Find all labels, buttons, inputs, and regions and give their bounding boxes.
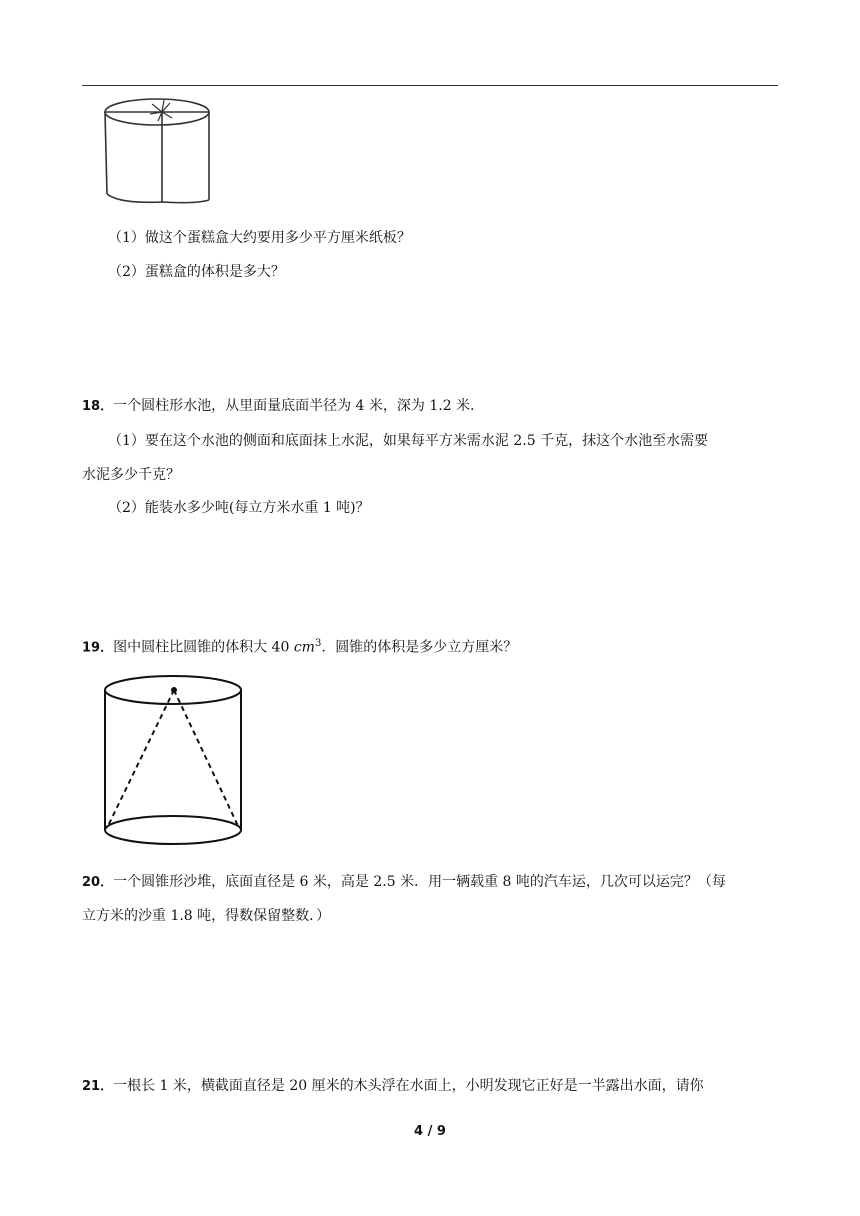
q19-number: 19． [82,640,114,656]
q17-part1: （1）做这个蛋糕盒大约要用多少平方厘米纸板？ [108,230,411,246]
q20-line1-text: 一个圆锥形沙堆，底面直径是 6 米，高是 2.5 米．用一辆载重 8 吨的汽车运，几次可以运完？（每 [113,874,726,890]
q21-number: 21． [82,1079,114,1094]
q20-line1 [82,872,726,893]
header-rule [82,85,778,86]
q18-stem-text: 一个圆柱形水池，从里面量底面半径为 4 米，深为 1.2 米． [113,398,485,414]
page-number: 4 / 9 [414,1124,446,1139]
q18-part1-line2: 水泥多少千克？ [82,467,180,483]
q20-line2: 立方米的沙重 1.8 吨，得数保留整数．） [82,908,331,924]
q18-part1-line1: （1）要在这个水池的侧面和底面抹上水泥，如果每平方米需水泥 2.5 千克，抹这个水池至水需要 [108,433,709,449]
q19-unit-power: 3 [314,638,322,649]
q20-number: 20． [82,875,114,890]
cake-box-figure [100,94,216,208]
q18-part2: （2）能装水多少吨(每立方米水重 1 吨)？ [108,500,370,516]
q17-part2: （2）蛋糕盒的体积是多大？ [108,264,285,280]
q19-stem [82,634,517,659]
q19-unit: cm [293,639,315,656]
q18-number: 18． [82,399,114,414]
cake-box-cylinder-icon [105,99,209,203]
q19-stem-before: 图中圆柱比圆锥的体积大 40 [113,639,294,656]
q19-stem-after: ．圆锥的体积是多少立方厘米？ [321,639,518,656]
q18-stem [82,396,484,417]
cylinder-cone-figure [100,672,248,850]
q21-line1 [82,1076,704,1097]
cylinder-with-inscribed-cone-icon [105,676,241,844]
q21-line1-text: 一根长 1 米，横截面直径是 20 厘米的木头浮在水面上，小明发现它正好是一半露出水面，请你 [113,1078,704,1094]
